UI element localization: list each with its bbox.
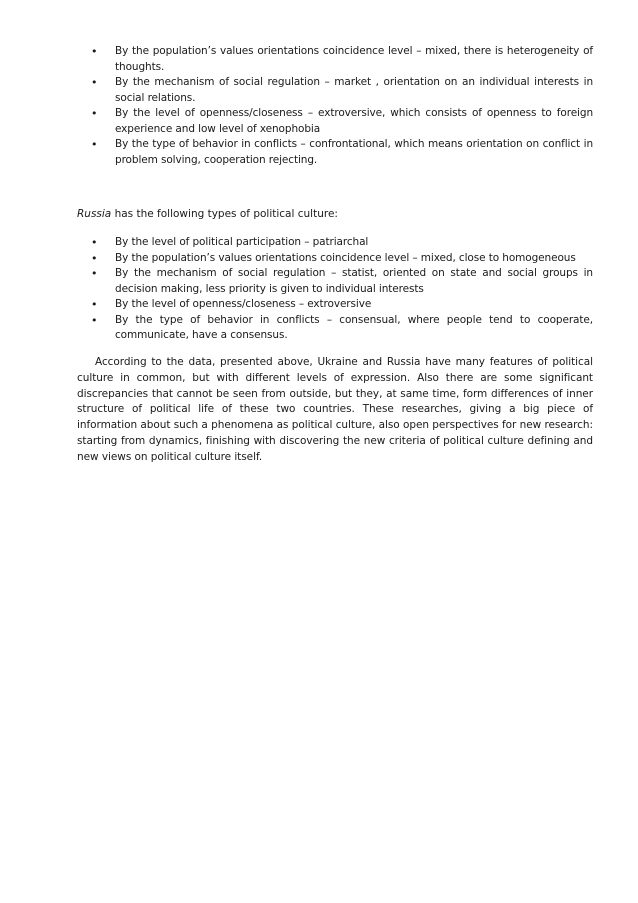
conclusion-paragraph: According to the data, presented above, Ukraine and Russia have many features of political culture in common, but with different levels of expression. Also there are some significant discrepancies that cannot be seen from outside, but they, at same time, form differences of inner structure of political life of these two countries. These researches, giving a big piece of information about such a phenomena as political culture, also open perspectives for new research: starting from dynamics, finishing with discovering the new criteria of political culture defining and new views on political culture itself. — [77, 356, 593, 463]
list-item — [0, 266, 638, 297]
bullet-icon: • — [91, 298, 98, 311]
russia-culture-list — [0, 235, 638, 344]
russia-intro — [77, 207, 593, 223]
bullet-icon: • — [91, 313, 98, 327]
bullet-icon: • — [91, 267, 98, 280]
list-item — [0, 137, 638, 168]
list-item-text: By the mechanism of social regulation – statist, oriented on state and social groups in decision making, less priority is given to individual interests — [115, 267, 593, 295]
list-item — [0, 75, 638, 106]
list-item — [0, 297, 638, 313]
country-name: Russia — [77, 208, 112, 220]
bullet-icon: • — [91, 236, 98, 249]
list-item — [0, 44, 638, 75]
list-item-text: By the population’s values orientations coincidence level – mixed, there is heterogeneity of thoughts. — [115, 45, 593, 73]
list-item — [0, 251, 638, 267]
bullet-icon: • — [91, 138, 98, 151]
list-item — [0, 235, 638, 251]
list-item-text: By the type of behavior in conflicts – confrontational, which means orientation on conflict in problem solving, cooperation rejecting. — [115, 138, 593, 166]
list-item-text: By the level of political participation – patriarchal — [115, 236, 369, 248]
bullet-icon: • — [91, 251, 98, 265]
bullet-icon: • — [91, 45, 98, 58]
list-item-text: By the level of openness/closeness – extroversive, which consists of openness to foreign experience and low level of xenophobia — [115, 107, 593, 135]
bullet-icon: • — [91, 76, 98, 89]
ukraine-culture-list — [0, 44, 638, 168]
bullet-icon: • — [91, 107, 98, 120]
list-item-text: By the level of openness/closeness – extroversive — [115, 298, 372, 310]
list-item-text: By the mechanism of social regulation – market , orientation on an individual interests in social relations. — [115, 76, 593, 104]
list-item — [0, 313, 638, 344]
list-item-text: By the population’s values orientations coincidence level – mixed, close to homogeneous — [115, 251, 576, 264]
list-item-text: By the type of behavior in conflicts – consensual, where people tend to cooperate, communicate, have a consensus. — [115, 313, 593, 341]
intro-text: has the following types of political culture: — [111, 208, 338, 220]
list-item — [0, 106, 638, 137]
